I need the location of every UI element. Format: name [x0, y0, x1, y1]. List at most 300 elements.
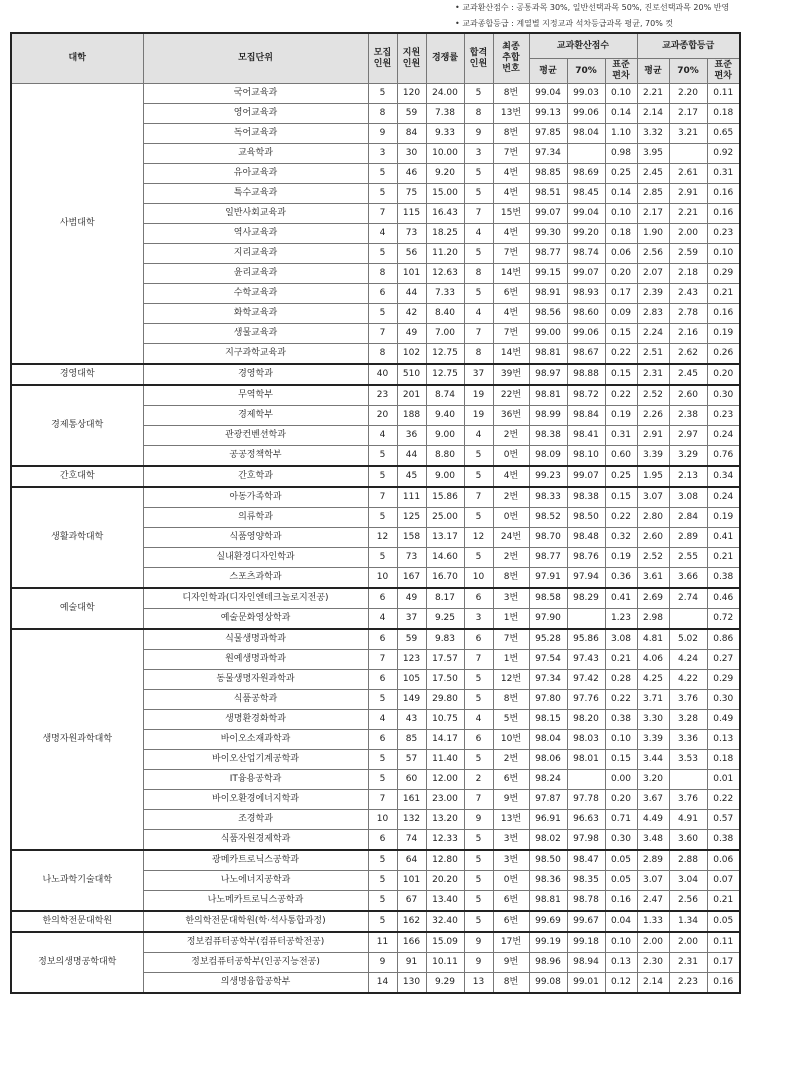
grade-sd-cell: 0.34 — [707, 466, 740, 487]
grade-70-cell: 2.84 — [669, 508, 707, 528]
quota-cell: 5 — [368, 184, 397, 204]
score-sd-cell: 0.15 — [605, 364, 637, 385]
score-avg-cell: 98.36 — [529, 871, 567, 891]
score-avg-cell: 98.15 — [529, 710, 567, 730]
score-avg-cell: 98.85 — [529, 164, 567, 184]
score-avg-cell: 95.28 — [529, 629, 567, 650]
score-avg-cell: 98.09 — [529, 446, 567, 467]
grade-avg-cell: 4.25 — [637, 670, 669, 690]
college-cell: 생활과학대학 — [11, 487, 143, 588]
unit-cell: 교육학과 — [143, 144, 368, 164]
header-ratio: 경쟁률 — [426, 33, 464, 84]
quota-cell: 5 — [368, 871, 397, 891]
final-rank-cell: 4번 — [493, 224, 529, 244]
score-sd-cell: 0.25 — [605, 164, 637, 184]
score-sd-cell: 0.28 — [605, 670, 637, 690]
unit-cell: 경영학과 — [143, 364, 368, 385]
admitted-cell: 5 — [464, 284, 493, 304]
college-cell: 간호대학 — [11, 466, 143, 487]
unit-cell: 예술문화영상학과 — [143, 609, 368, 630]
final-rank-cell: 7번 — [493, 144, 529, 164]
score-70-cell: 97.78 — [567, 790, 605, 810]
final-rank-cell: 6번 — [493, 911, 529, 932]
admitted-cell: 4 — [464, 710, 493, 730]
grade-70-cell: 4.22 — [669, 670, 707, 690]
applicants-cell: 56 — [397, 244, 426, 264]
final-rank-cell: 2번 — [493, 426, 529, 446]
quota-cell: 10 — [368, 568, 397, 589]
grade-avg-cell: 4.81 — [637, 629, 669, 650]
grade-avg-cell: 2.51 — [637, 344, 669, 365]
admitted-cell: 9 — [464, 932, 493, 953]
unit-cell: 한의학전문대학원(학·석사통합과정) — [143, 911, 368, 932]
applicants-cell: 43 — [397, 710, 426, 730]
score-avg-cell: 99.69 — [529, 911, 567, 932]
grade-sd-cell: 0.19 — [707, 508, 740, 528]
score-70-cell: 99.07 — [567, 264, 605, 284]
applicants-cell: 101 — [397, 264, 426, 284]
score-70-cell: 96.63 — [567, 810, 605, 830]
score-70-cell: 98.01 — [567, 750, 605, 770]
grade-70-cell: 3.04 — [669, 871, 707, 891]
unit-cell: IT융용공학과 — [143, 770, 368, 790]
score-sd-cell: 0.20 — [605, 790, 637, 810]
applicants-cell: 111 — [397, 487, 426, 508]
unit-cell: 원예생명과학과 — [143, 650, 368, 670]
unit-cell: 바이오산업기계공학과 — [143, 750, 368, 770]
grade-avg-cell: 2.24 — [637, 324, 669, 344]
admitted-cell: 3 — [464, 609, 493, 630]
applicants-cell: 102 — [397, 344, 426, 365]
score-avg-cell: 98.04 — [529, 730, 567, 750]
admitted-cell: 5 — [464, 871, 493, 891]
score-avg-cell: 97.87 — [529, 790, 567, 810]
table-row — [11, 84, 740, 104]
quota-cell: 5 — [368, 911, 397, 932]
grade-70-cell: 2.97 — [669, 426, 707, 446]
grade-avg-cell: 3.67 — [637, 790, 669, 810]
unit-cell: 나노에너지공학과 — [143, 871, 368, 891]
final-rank-cell: 4번 — [493, 466, 529, 487]
grade-70-cell: 2.88 — [669, 850, 707, 871]
grade-avg-cell: 2.91 — [637, 426, 669, 446]
score-sd-cell: 0.10 — [605, 84, 637, 104]
ratio-cell: 20.20 — [426, 871, 464, 891]
final-rank-cell: 13번 — [493, 104, 529, 124]
grade-sd-cell: 0.23 — [707, 224, 740, 244]
grade-sd-cell: 0.27 — [707, 650, 740, 670]
header-applicants: 지원 인원 — [397, 33, 426, 84]
unit-cell: 실내환경디자인학과 — [143, 548, 368, 568]
grade-70-cell: 2.18 — [669, 264, 707, 284]
applicants-cell: 73 — [397, 548, 426, 568]
grade-70-cell: 3.60 — [669, 830, 707, 851]
score-sd-cell: 0.60 — [605, 446, 637, 467]
final-rank-cell: 9번 — [493, 790, 529, 810]
quota-cell: 5 — [368, 244, 397, 264]
quota-cell: 5 — [368, 508, 397, 528]
admitted-cell: 5 — [464, 164, 493, 184]
unit-cell: 국어교육과 — [143, 84, 368, 104]
applicants-cell: 44 — [397, 284, 426, 304]
applicants-cell: 75 — [397, 184, 426, 204]
grade-70-cell: 2.78 — [669, 304, 707, 324]
grade-avg-cell: 3.07 — [637, 871, 669, 891]
unit-cell: 일반사회교육과 — [143, 204, 368, 224]
applicants-cell: 510 — [397, 364, 426, 385]
score-avg-cell: 99.00 — [529, 324, 567, 344]
grade-70-cell: 2.17 — [669, 104, 707, 124]
final-rank-cell: 3번 — [493, 588, 529, 609]
header-admitted: 합격 인원 — [464, 33, 493, 84]
unit-cell: 경제학부 — [143, 406, 368, 426]
header-grade-avg: 평균 — [637, 59, 669, 84]
grade-avg-cell: 3.20 — [637, 770, 669, 790]
unit-cell: 생물교육과 — [143, 324, 368, 344]
grade-70-cell: 2.38 — [669, 406, 707, 426]
unit-cell: 관광컨벤션학과 — [143, 426, 368, 446]
table-row — [11, 364, 740, 385]
admitted-cell: 5 — [464, 850, 493, 871]
table-body — [11, 84, 740, 994]
final-rank-cell: 6번 — [493, 891, 529, 912]
ratio-cell: 8.80 — [426, 446, 464, 467]
ratio-cell: 18.25 — [426, 224, 464, 244]
grade-sd-cell: 0.07 — [707, 871, 740, 891]
score-avg-cell: 98.02 — [529, 830, 567, 851]
grade-70-cell: 3.28 — [669, 710, 707, 730]
unit-cell: 스포츠과학과 — [143, 568, 368, 589]
admission-table — [10, 32, 741, 994]
grade-70-cell: 2.20 — [669, 84, 707, 104]
score-sd-cell: 0.15 — [605, 750, 637, 770]
grade-avg-cell: 2.14 — [637, 104, 669, 124]
ratio-cell: 16.70 — [426, 568, 464, 589]
grade-avg-cell: 2.52 — [637, 548, 669, 568]
quota-cell: 5 — [368, 84, 397, 104]
final-rank-cell: 2번 — [493, 548, 529, 568]
quota-cell: 9 — [368, 124, 397, 144]
quota-cell: 4 — [368, 609, 397, 630]
final-rank-cell: 13번 — [493, 810, 529, 830]
applicants-cell: 36 — [397, 426, 426, 446]
grade-70-cell: 2.23 — [669, 973, 707, 994]
ratio-cell: 32.40 — [426, 911, 464, 932]
admitted-cell: 6 — [464, 629, 493, 650]
grade-70-cell: 2.91 — [669, 184, 707, 204]
admitted-cell: 5 — [464, 690, 493, 710]
grade-sd-cell: 0.46 — [707, 588, 740, 609]
score-70-cell: 98.35 — [567, 871, 605, 891]
score-sd-cell: 0.25 — [605, 466, 637, 487]
quota-cell: 6 — [368, 284, 397, 304]
admitted-cell: 9 — [464, 124, 493, 144]
grade-70-cell: 1.34 — [669, 911, 707, 932]
admitted-cell: 8 — [464, 344, 493, 365]
unit-cell: 의류학과 — [143, 508, 368, 528]
grade-avg-cell: 2.69 — [637, 588, 669, 609]
score-70-cell: 98.47 — [567, 850, 605, 871]
score-avg-cell: 97.91 — [529, 568, 567, 589]
ratio-cell: 15.09 — [426, 932, 464, 953]
score-70-cell: 99.07 — [567, 466, 605, 487]
score-avg-cell: 97.85 — [529, 124, 567, 144]
quota-cell: 8 — [368, 344, 397, 365]
notes — [455, 0, 729, 32]
score-avg-cell: 98.70 — [529, 528, 567, 548]
score-sd-cell: 0.18 — [605, 224, 637, 244]
final-rank-cell: 17번 — [493, 932, 529, 953]
grade-sd-cell: 0.01 — [707, 770, 740, 790]
score-sd-cell: 0.32 — [605, 528, 637, 548]
admitted-cell: 4 — [464, 426, 493, 446]
score-70-cell: 95.86 — [567, 629, 605, 650]
unit-cell: 생명환경화학과 — [143, 710, 368, 730]
final-rank-cell: 0번 — [493, 508, 529, 528]
grade-70-cell: 2.16 — [669, 324, 707, 344]
ratio-cell: 7.33 — [426, 284, 464, 304]
final-rank-cell: 8번 — [493, 568, 529, 589]
grade-sd-cell: 0.23 — [707, 406, 740, 426]
admitted-cell: 19 — [464, 385, 493, 406]
admitted-cell: 12 — [464, 528, 493, 548]
grade-avg-cell: 2.52 — [637, 385, 669, 406]
grade-sd-cell: 0.38 — [707, 568, 740, 589]
unit-cell: 역사교육과 — [143, 224, 368, 244]
score-avg-cell: 98.91 — [529, 284, 567, 304]
final-rank-cell: 8번 — [493, 84, 529, 104]
score-avg-cell: 98.77 — [529, 548, 567, 568]
applicants-cell: 149 — [397, 690, 426, 710]
unit-cell: 무역학부 — [143, 385, 368, 406]
grade-avg-cell: 2.56 — [637, 244, 669, 264]
applicants-cell: 44 — [397, 446, 426, 467]
final-rank-cell: 8번 — [493, 973, 529, 994]
grade-70-cell — [669, 144, 707, 164]
score-70-cell: 98.41 — [567, 426, 605, 446]
score-sd-cell: 0.41 — [605, 588, 637, 609]
admitted-cell: 4 — [464, 304, 493, 324]
ratio-cell: 9.00 — [426, 466, 464, 487]
admitted-cell: 10 — [464, 568, 493, 589]
score-sd-cell: 0.30 — [605, 830, 637, 851]
applicants-cell: 45 — [397, 466, 426, 487]
score-sd-cell: 0.10 — [605, 730, 637, 750]
grade-avg-cell: 3.95 — [637, 144, 669, 164]
score-avg-cell: 98.56 — [529, 304, 567, 324]
unit-cell: 화학교육과 — [143, 304, 368, 324]
grade-avg-cell: 3.30 — [637, 710, 669, 730]
grade-70-cell — [669, 770, 707, 790]
score-70-cell: 99.01 — [567, 973, 605, 994]
score-sd-cell: 0.12 — [605, 973, 637, 994]
admitted-cell: 4 — [464, 224, 493, 244]
college-cell: 나노과학기술대학 — [11, 850, 143, 911]
header-final-rank: 최종 추합 번호 — [493, 33, 529, 84]
final-rank-cell: 39번 — [493, 364, 529, 385]
final-rank-cell: 2번 — [493, 487, 529, 508]
unit-cell: 의생명융합공학부 — [143, 973, 368, 994]
header-score-group: 교과환산점수 — [529, 33, 637, 59]
final-rank-cell: 1번 — [493, 609, 529, 630]
score-avg-cell: 98.81 — [529, 344, 567, 365]
header-grade-group: 교과종합등급 — [637, 33, 740, 59]
applicants-cell: 101 — [397, 871, 426, 891]
score-avg-cell: 98.50 — [529, 850, 567, 871]
final-rank-cell: 8번 — [493, 124, 529, 144]
applicants-cell: 73 — [397, 224, 426, 244]
grade-70-cell: 2.61 — [669, 164, 707, 184]
final-rank-cell: 14번 — [493, 264, 529, 284]
quota-cell: 7 — [368, 487, 397, 508]
grade-avg-cell: 2.21 — [637, 84, 669, 104]
ratio-cell: 14.60 — [426, 548, 464, 568]
score-70-cell: 98.20 — [567, 710, 605, 730]
unit-cell: 식품자원경제학과 — [143, 830, 368, 851]
grade-70-cell: 2.31 — [669, 953, 707, 973]
unit-cell: 독어교육과 — [143, 124, 368, 144]
score-sd-cell: 0.09 — [605, 304, 637, 324]
admitted-cell: 6 — [464, 588, 493, 609]
grade-sd-cell: 0.16 — [707, 204, 740, 224]
final-rank-cell: 5번 — [493, 710, 529, 730]
applicants-cell: 49 — [397, 324, 426, 344]
admitted-cell: 5 — [464, 548, 493, 568]
grade-avg-cell: 2.85 — [637, 184, 669, 204]
final-rank-cell: 24번 — [493, 528, 529, 548]
score-sd-cell: 0.20 — [605, 264, 637, 284]
ratio-cell: 7.38 — [426, 104, 464, 124]
grade-70-cell: 3.76 — [669, 690, 707, 710]
ratio-cell: 16.43 — [426, 204, 464, 224]
grade-sd-cell: 0.16 — [707, 304, 740, 324]
score-sd-cell: 0.15 — [605, 487, 637, 508]
final-rank-cell: 3번 — [493, 830, 529, 851]
grade-sd-cell: 0.10 — [707, 244, 740, 264]
final-rank-cell: 6번 — [493, 284, 529, 304]
grade-avg-cell: 3.71 — [637, 690, 669, 710]
quota-cell: 5 — [368, 304, 397, 324]
ratio-cell: 14.17 — [426, 730, 464, 750]
score-avg-cell: 97.34 — [529, 670, 567, 690]
final-rank-cell: 14번 — [493, 344, 529, 365]
ratio-cell: 9.00 — [426, 426, 464, 446]
ratio-cell: 9.25 — [426, 609, 464, 630]
score-70-cell: 99.18 — [567, 932, 605, 953]
ratio-cell: 24.00 — [426, 84, 464, 104]
final-rank-cell: 2번 — [493, 750, 529, 770]
applicants-cell: 37 — [397, 609, 426, 630]
applicants-cell: 201 — [397, 385, 426, 406]
score-70-cell: 98.84 — [567, 406, 605, 426]
table-row — [11, 932, 740, 953]
quota-cell: 23 — [368, 385, 397, 406]
grade-sd-cell: 0.17 — [707, 953, 740, 973]
grade-70-cell: 2.45 — [669, 364, 707, 385]
header-grade-sd: 표준 편차 — [707, 59, 740, 84]
quota-cell: 8 — [368, 104, 397, 124]
unit-cell: 유아교육과 — [143, 164, 368, 184]
score-sd-cell: 0.05 — [605, 871, 637, 891]
applicants-cell: 74 — [397, 830, 426, 851]
admitted-cell: 7 — [464, 487, 493, 508]
applicants-cell: 167 — [397, 568, 426, 589]
score-sd-cell: 0.19 — [605, 548, 637, 568]
grade-sd-cell: 0.31 — [707, 164, 740, 184]
admitted-cell: 5 — [464, 830, 493, 851]
unit-cell: 나노메카트로닉스공학과 — [143, 891, 368, 912]
score-sd-cell: 0.19 — [605, 406, 637, 426]
quota-cell: 5 — [368, 891, 397, 912]
ratio-cell: 9.40 — [426, 406, 464, 426]
score-sd-cell: 0.00 — [605, 770, 637, 790]
final-rank-cell: 0번 — [493, 871, 529, 891]
applicants-cell: 46 — [397, 164, 426, 184]
grade-sd-cell: 0.26 — [707, 344, 740, 365]
score-sd-cell: 0.15 — [605, 324, 637, 344]
college-cell: 경제통상대학 — [11, 385, 143, 466]
admitted-cell: 5 — [464, 508, 493, 528]
table-row — [11, 629, 740, 650]
score-sd-cell: 0.13 — [605, 953, 637, 973]
grade-sd-cell: 0.65 — [707, 124, 740, 144]
score-70-cell: 98.10 — [567, 446, 605, 467]
grade-sd-cell: 0.30 — [707, 385, 740, 406]
grade-avg-cell: 3.48 — [637, 830, 669, 851]
grade-avg-cell: 2.80 — [637, 508, 669, 528]
score-70-cell: 98.74 — [567, 244, 605, 264]
ratio-cell: 10.00 — [426, 144, 464, 164]
ratio-cell: 11.40 — [426, 750, 464, 770]
grade-70-cell: 2.13 — [669, 466, 707, 487]
grade-sd-cell: 0.29 — [707, 264, 740, 284]
college-cell: 예술대학 — [11, 588, 143, 629]
quota-cell: 5 — [368, 446, 397, 467]
grade-avg-cell: 2.14 — [637, 973, 669, 994]
unit-cell: 바이오소재과학과 — [143, 730, 368, 750]
score-70-cell: 98.04 — [567, 124, 605, 144]
grade-70-cell: 2.60 — [669, 385, 707, 406]
grade-sd-cell: 0.29 — [707, 670, 740, 690]
grade-sd-cell: 0.18 — [707, 104, 740, 124]
quota-cell: 6 — [368, 629, 397, 650]
grade-sd-cell: 0.86 — [707, 629, 740, 650]
score-70-cell: 98.69 — [567, 164, 605, 184]
grade-70-cell: 3.36 — [669, 730, 707, 750]
grade-avg-cell: 2.98 — [637, 609, 669, 630]
grade-avg-cell: 4.49 — [637, 810, 669, 830]
table-row — [11, 487, 740, 508]
admitted-cell: 7 — [464, 324, 493, 344]
quota-cell: 5 — [368, 750, 397, 770]
grade-sd-cell: 0.21 — [707, 891, 740, 912]
grade-70-cell: 2.56 — [669, 891, 707, 912]
applicants-cell: 57 — [397, 750, 426, 770]
score-avg-cell: 99.23 — [529, 466, 567, 487]
admitted-cell: 7 — [464, 650, 493, 670]
grade-sd-cell: 0.21 — [707, 284, 740, 304]
score-avg-cell: 99.15 — [529, 264, 567, 284]
score-70-cell: 97.94 — [567, 568, 605, 589]
score-70-cell: 99.04 — [567, 204, 605, 224]
score-sd-cell: 0.14 — [605, 104, 637, 124]
grade-sd-cell: 0.30 — [707, 690, 740, 710]
applicants-cell: 120 — [397, 84, 426, 104]
quota-cell: 5 — [368, 164, 397, 184]
header-college: 대학 — [11, 33, 143, 84]
admitted-cell: 5 — [464, 84, 493, 104]
admitted-cell: 5 — [464, 466, 493, 487]
